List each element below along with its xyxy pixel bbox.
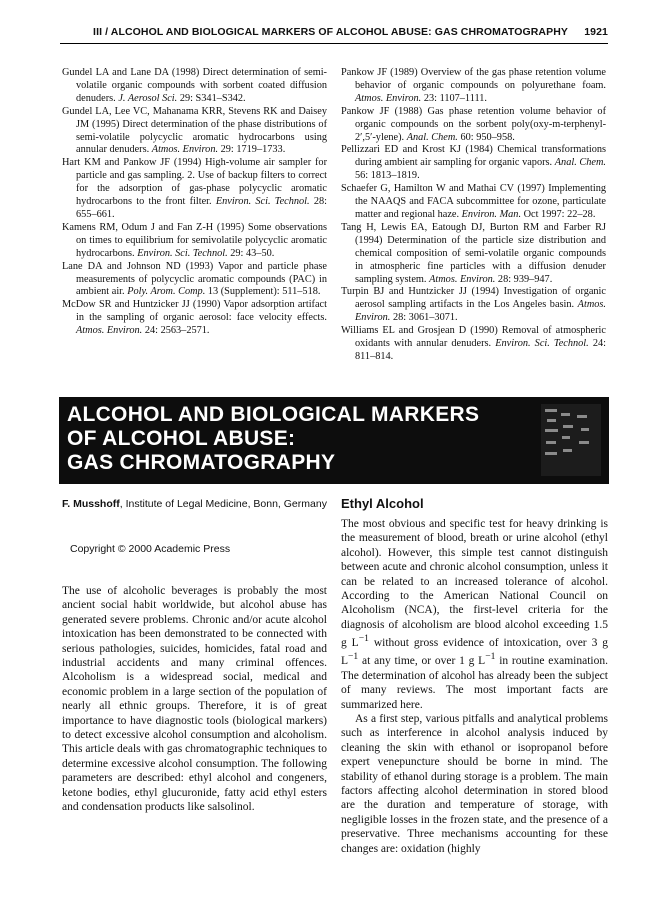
- body-paragraph: As a first step, various pitfalls and analytical problems such as interference in alcohol analysis induced by cleaning the skin with ethanol or isopropanol before expert venepuncture should be borne in mind. The stability of ethanol during storage is a problem. The main factors affecting alcohol determination in stored blood are the duration and temperature of storage, with negligible losses in the frozen state, and the presence of a preservative. Three mechanisms accounting for these changes are: oxidation (highly: [341, 712, 608, 855]
- section-body: [341, 517, 608, 856]
- body-paragraph: The most obvious and specific test for heavy drinking is the measurement of blood, breath or urine alcohol (ethyl alcohol). However, this simple test cannot distinguish between acute and chronic alcohol consumption, unless it can be related to an increased tolerance of alcohol. According to the American National Council on Alcoholism (NCA), the first-level criteria for the diagnosis of alcoholism are blood alcohol exceeding 1.5 g $L^{-1}$ without gross evidence of intoxication, over 3 g $L^{-1}$ at any time, or over 1 g $L^{-1}$ in routine examination. The determination of alcohol has already been the subject of many reviews. The most important facts are summarized here.: [341, 518, 608, 711]
- chromatography-plate-icon: [541, 404, 601, 476]
- reference-entry: Gundel LA and Lane DA (1998) Direct determination of semi-volatile organic compounds with sorbent coated diffusion denuders. J. Aerosol Sci. 29: S341–S342.: [62, 67, 327, 104]
- reference-entry: Pankow JF (1989) Overview of the gas phase retention volume behavior of organic compounds on polyurethane foam. Atmos. Environ. 23: 1107–1111.: [341, 67, 606, 104]
- reference-entry: Lane DA and Johnson ND (1993) Vapor and particle phase measurements of polycyclic aromatic compounds (PAC) in ambient air. Poly. Arom. Comp. 13 (Supplement): 511–518.: [62, 260, 327, 298]
- article-title-banner: [59, 397, 609, 484]
- reference-entry: Pellizzari ED and Krost KJ (1984) Chemical transformations during ambient air sampling for organic vapors. Anal. Chem. 56: 1813–1819.: [341, 144, 606, 182]
- header-rule: [60, 43, 608, 44]
- running-header: [60, 26, 608, 40]
- section-heading: Ethyl Alcohol: [341, 496, 424, 511]
- reference-entry: Williams EL and Grosjean D (1990) Removal of atmospheric oxidants with annular denuders. Environ. Sci. Technol. 24: 811–814.: [341, 325, 606, 362]
- reference-entry: Schaefer G, Hamilton W and Mathai CV (1997) Implementing the NAAQS and FACA subcommittee for ozone, particulate matter and regional haze. Environ. Man. Oct 1997: 22–28.: [341, 183, 606, 220]
- author-byline: [62, 497, 327, 511]
- reference-entry: Pankow JF (1988) Gas phase retention volume behavior of organic compounds on the sorbent poly(oxy-m-terphenyl-2′,5′-ylene). Anal. Chem. 60: 950–958.: [341, 105, 606, 143]
- author-affiliation: , Institute of Legal Medicine, Bonn, Germany: [119, 498, 327, 510]
- reference-entry: Gundel LA, Lee VC, Mahanama KRR, Stevens RK and Daisey JM (1995) Direct determination of the phase distributions of semi-volatile polycyclic aromatic hydrocarbons using annular denuders. Atmos. Environ. 29: 1719–1733.: [62, 105, 327, 156]
- reference-entry: Hart KM and Pankow JF (1994) High-volume air sampler for particle and gas sampling. 2. Use of backup filters to correct for the adsorption of gas-phase polycyclic aromatic hydrocarbons to the front filter. Environ. Sci. Technol. 28: 655–661.: [62, 157, 327, 220]
- reference-entry: Kamens RM, Odum J and Fan Z-H (1995) Some observations on times to equilibrium for semivolatile polycyclic aromatic hydrocarbons. Environ. Sci. Technol. 29: 43–50.: [62, 221, 327, 259]
- reference-entry: Tang H, Lewis EA, Eatough DJ, Burton RM and Farber RJ (1994) Determination of the particle size distribution and chemical composition of semi-volatile organic compounds in atmospheric fine particles with a diffusion denuder sampling system. Atmos. Environ. 28: 939–947.: [341, 221, 606, 285]
- article-title-line: ALCOHOL AND BIOLOGICAL MARKERS: [67, 403, 480, 426]
- references-left-column: [62, 67, 327, 338]
- article-title-line: OF ALCOHOL ABUSE:: [67, 427, 296, 450]
- author-name: F. Musshoff: [62, 498, 120, 510]
- references-right-column: [341, 67, 606, 364]
- article-title-line: GAS CHROMATOGRAPHY: [67, 451, 336, 474]
- intro-paragraph: The use of alcoholic beverages is probably the most ancient social habit worldwide, but alcohol abuse has generated severe problems. Chronic and/or acute alcohol intoxication has been demonstrated to be connected with serious pathologies, suicides, homicides, fatal road and industrial accidents and many criminal offences. Alcoholism is a widespread social, medical and economic problem in a large section of the population of nearly all ethnic groups. Therefore, it is of great importance to have diagnostic tools (biological markers) to detect excessive alcohol consumption and alcoholism. This article deals with gas chromatographic techniques to determine excessive alcohol consumption. The following parameters are described: ethyl alcohol and congeners, ketone bodies, ethyl glucuronide, fatty acid ethyl esters and condensation products like salsolinol.: [62, 585, 327, 814]
- page-number: 1921: [584, 26, 608, 38]
- copyright-notice: Copyright © 2000 Academic Press: [70, 543, 231, 555]
- article-title: [67, 403, 479, 475]
- reference-entry: McDow SR and Huntzicker JJ (1990) Vapor adsorption artifact in the sampling of organic aerosol: face velocity effects. Atmos. Environ. 24: 2563–2571.: [62, 299, 327, 337]
- running-title: III / ALCOHOL AND BIOLOGICAL MARKERS OF ALCOHOL ABUSE: GAS CHROMATOGRAPHY: [93, 26, 568, 38]
- reference-entry: Turpin BJ and Huntzicker JJ (1994) Investigation of organic aerosol sampling artifacts in the Los Angeles basin. Atmos. Environ. 28: 3061–3071.: [341, 286, 606, 324]
